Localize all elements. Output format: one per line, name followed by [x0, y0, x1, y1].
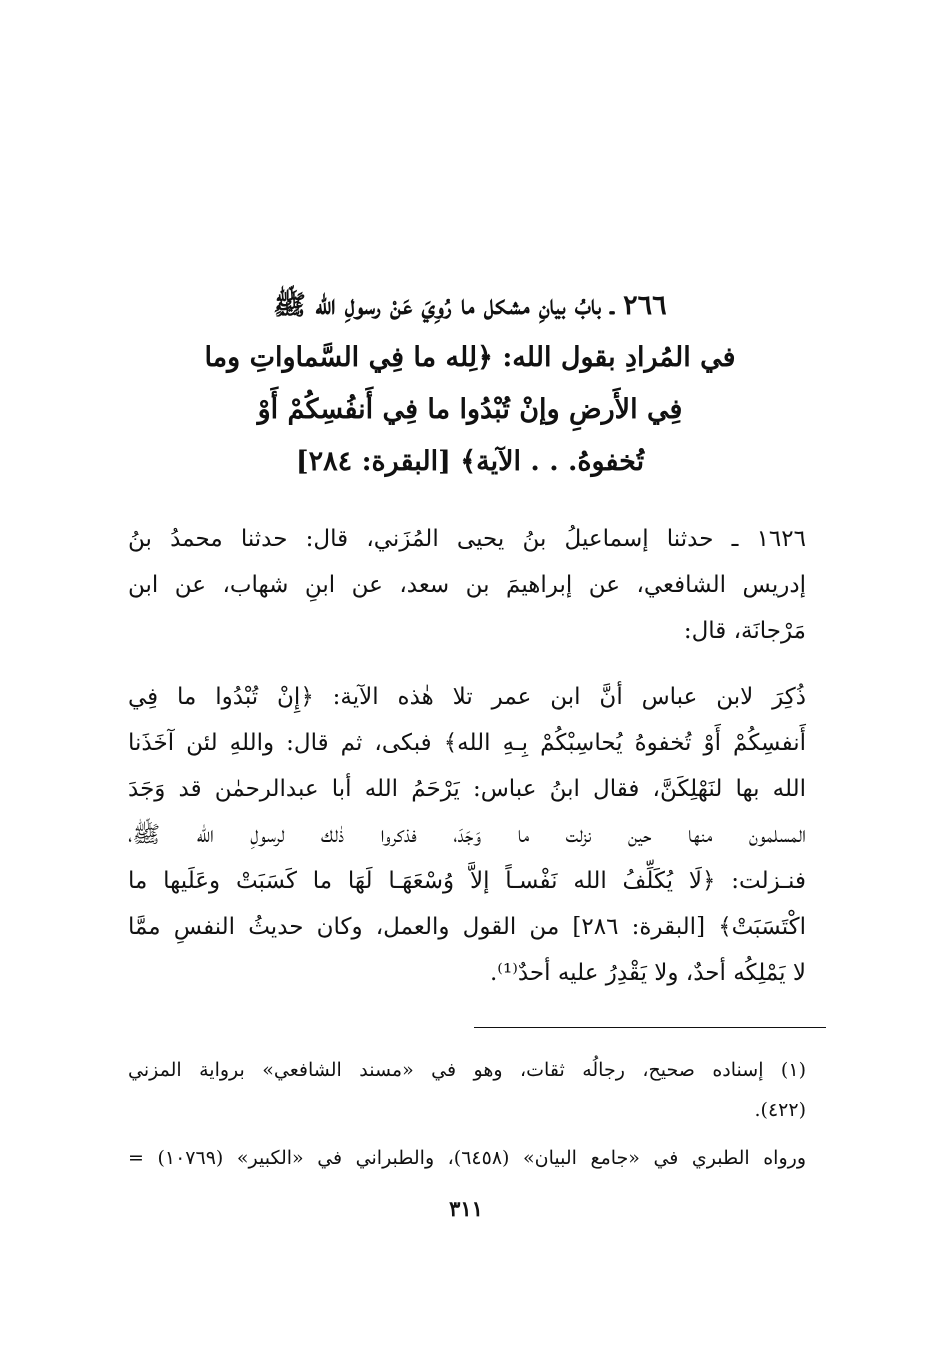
matn-line: لا يَمْلِكُه أحدٌ، ولا يَقْدِرُ عليه أحدٌ⁽¹⁾.: [489, 960, 806, 986]
chapter-heading-line: تُخفوهُ. . . الآية﴾ [البقرة: ٢٨٤]: [295, 446, 645, 477]
footnote-continuation: [128, 1138, 806, 1178]
isnad-line: إدريس الشافعي، عن إبراهيمَ بن سعد، عن ابنِ شهاب، عن ابن: [128, 572, 806, 598]
footnote-line: (١) إسناده صحيح، رجالُه ثقات، وهو في «مسند الشافعي» برواية المزني: [128, 1059, 806, 1081]
footnote-1: [128, 1050, 806, 1130]
matn-line: ذُكِرَ لابن عباس أنَّ ابن عمر تلا هٰذه الآية: ﴿إِنْ تُبْدُوا ما فِي: [128, 684, 806, 710]
matn-line: أَنفسِكُمْ أَوْ تُخفوهُ يُحاسِبْكُمْ بِـهِ الله﴾ فبكى، ثم قال: واللهِ لئن آخَذَنا: [128, 730, 806, 756]
chapter-heading: [120, 280, 820, 488]
footnote-separator: [474, 1027, 826, 1028]
chapter-heading-line: في المُرادِ بقول الله: ﴿لِله ما فِي السَّماواتِ وما: [204, 342, 736, 373]
chapter-heading-line: ٢٦٦ ـ بابُ بيانِ مشكل ما رُوِيَ عَنْ رسولِ الله ﷺ: [273, 290, 667, 321]
isnad-line: مَرْجانَة، قال:: [683, 618, 806, 644]
chapter-heading-line: فِي الأَرضِ وإنْ تُبْدُوا ما فِي أَنفُسِكُمْ أَوْ: [257, 394, 683, 425]
matn-line: المسلمون منها حين نزلت ما وَجَدَ، فذكروا ذٰلك لرسولِ الله ﷺ،: [128, 822, 806, 848]
isnad-line: ١٦٢٦ ـ حدثنا إسماعيلُ بنُ يحيى المُزَني، قال: حدثنا محمدُ بنُ: [128, 526, 806, 552]
hadith-isnad-paragraph: [128, 516, 806, 654]
matn-line: الله بها لنَهْلِكَنَّ، فقال ابنُ عباس: يَرْحَمُ الله أبا عبدالرحمٰن قد وَجَدَ: [128, 776, 806, 802]
matn-line: اكْتَسَبَتْ﴾ [البقرة: ٢٨٦] من القول والعمل، وكان حديثُ النفسِ ممَّا: [128, 914, 806, 940]
footnote-line: (٤٢٢).: [754, 1099, 806, 1121]
matn-line: فنـزلت: ﴿لَا يُكَلِّفُ الله نَفْسـاً إلاَّ وُسْعَهَـا لَهَا ما كَسَبَتْ وعَلَيها ما: [128, 868, 806, 894]
page-number: ٣١١: [449, 1196, 483, 1221]
footnote-line: ورواه الطبري في «جامع البيان» (٦٤٥٨)، والطبراني في «الكبير» (١٠٧٦٩) =: [128, 1147, 806, 1169]
hadith-matn-paragraph: [128, 674, 806, 996]
